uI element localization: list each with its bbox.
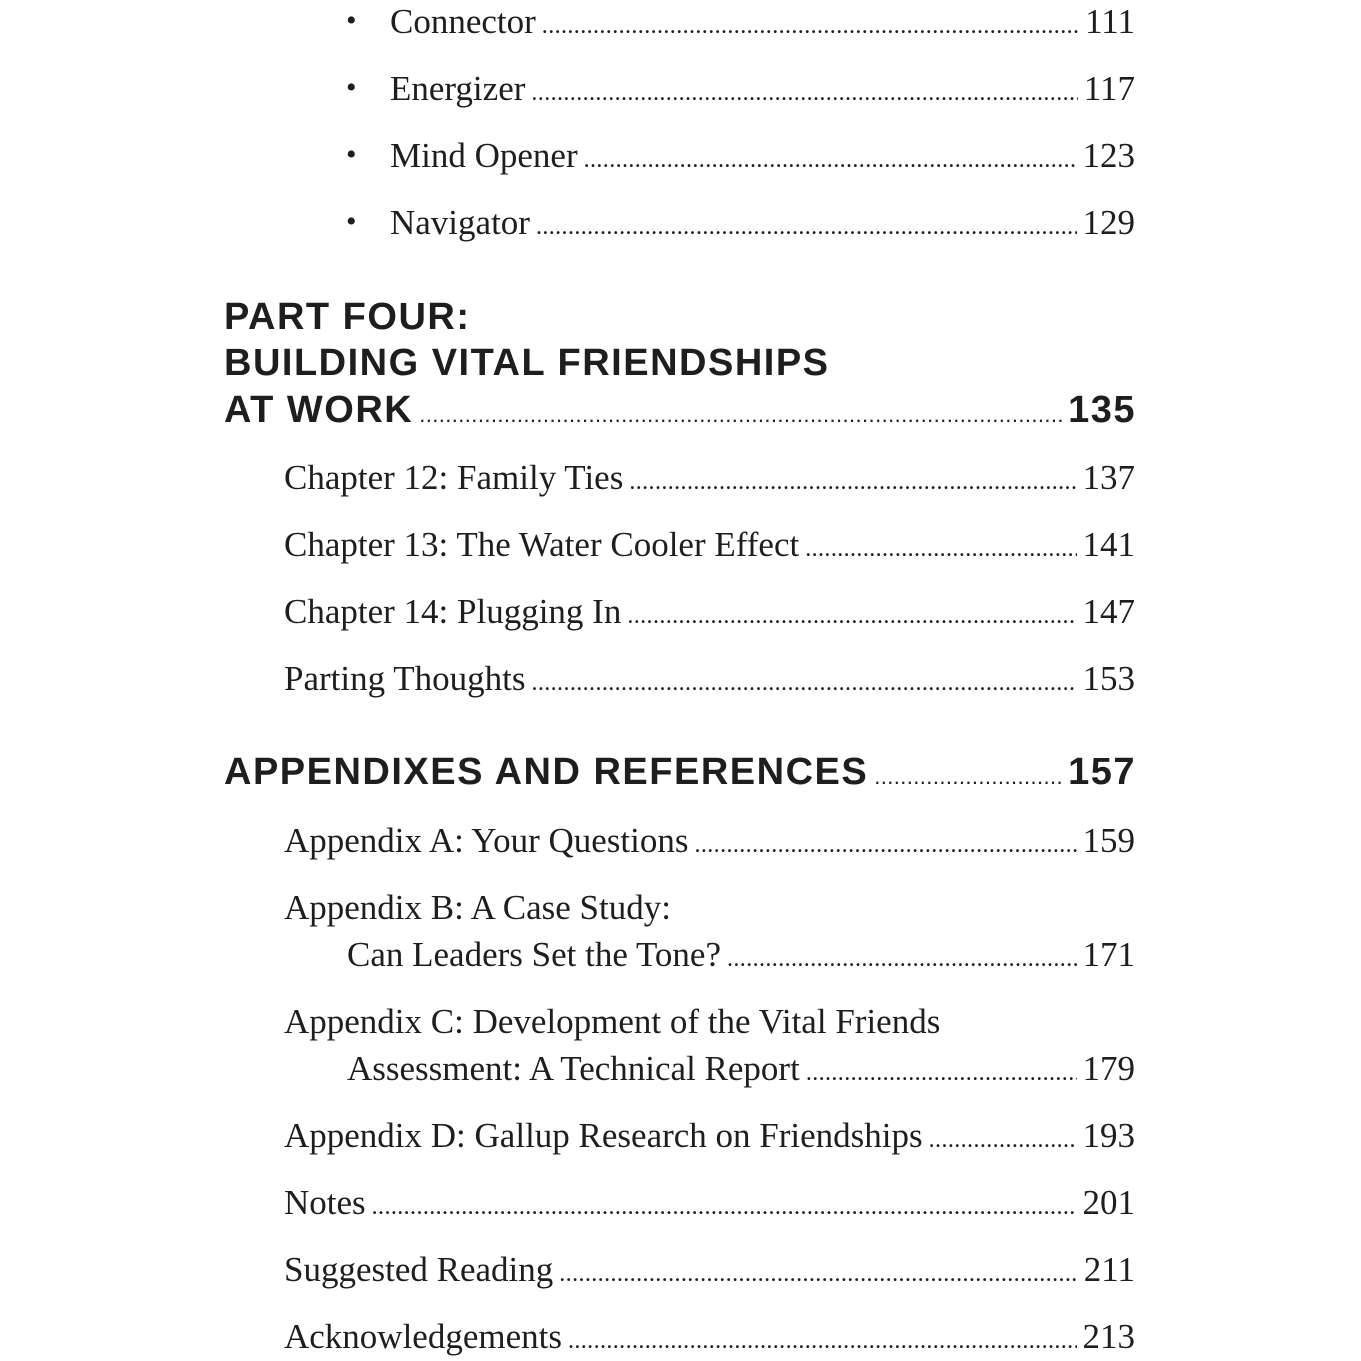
toc-entry-label: Assessment: A Technical Report [347, 1049, 800, 1088]
toc-entry-label: Energizer [390, 69, 526, 108]
dot-leader [584, 147, 1077, 174]
toc-entry-chapter-13[interactable] [284, 525, 1135, 565]
toc-entry-notes[interactable] [284, 1183, 1135, 1223]
toc-entry-appendix-a[interactable] [284, 821, 1135, 861]
part-heading-page: 135 [1068, 389, 1136, 431]
toc-entry-page: 153 [1082, 659, 1135, 698]
toc-entry-page: 179 [1082, 1049, 1135, 1088]
toc-entry-parting-thoughts[interactable] [284, 659, 1135, 699]
dot-leader [536, 214, 1077, 241]
toc-entry-chapter-14[interactable] [284, 592, 1135, 632]
part-four-heading[interactable] [224, 389, 1136, 432]
toc-entry-label: Chapter 14: Plugging In [284, 592, 622, 631]
toc-entry-page: 141 [1082, 525, 1135, 564]
part-four-heading-line1: PART FOUR: [224, 296, 471, 338]
dot-leader [372, 1194, 1077, 1221]
dot-leader [929, 1127, 1077, 1154]
toc-entry-page: 111 [1085, 2, 1135, 41]
toc-entry-label: Parting Thoughts [284, 659, 526, 698]
dot-leader [629, 469, 1076, 496]
toc-entry-label: Appendix A: Your Questions [284, 821, 689, 860]
dot-leader [727, 946, 1077, 973]
dot-leader [568, 1328, 1077, 1355]
toc-entry-page: 147 [1082, 592, 1135, 631]
bullet-marker: • [346, 71, 357, 104]
toc-entry-label: Chapter 12: Family Ties [284, 458, 624, 497]
dot-leader [806, 1060, 1077, 1087]
toc-entry-appendix-c-line1: Appendix C: Development of the Vital Friends [284, 1002, 941, 1041]
toc-entry-label: Navigator [390, 203, 530, 242]
dot-leader [627, 603, 1076, 630]
toc-entry-acknowledgements[interactable] [284, 1317, 1135, 1357]
appendixes-heading[interactable] [224, 751, 1136, 794]
dot-leader [805, 536, 1076, 563]
toc-entry-suggested-reading[interactable] [284, 1250, 1135, 1290]
toc-entry-page: 171 [1082, 935, 1135, 974]
toc-entry-page: 123 [1082, 136, 1135, 175]
dot-leader [542, 13, 1079, 40]
dot-leader [531, 670, 1076, 697]
part-four-heading-line2: BUILDING VITAL FRIENDSHIPS [224, 342, 830, 384]
bullet-marker: • [346, 138, 357, 171]
dot-leader [694, 832, 1076, 859]
toc-entry-appendix-d[interactable] [284, 1116, 1135, 1156]
part-heading-label: AT WORK [224, 389, 414, 431]
toc-entry-page: 213 [1082, 1317, 1135, 1356]
toc-entry-page: 201 [1082, 1183, 1135, 1222]
toc-entry-page: 137 [1082, 458, 1135, 497]
toc-entry-appendix-b-line1: Appendix B: A Case Study: [284, 888, 671, 927]
toc-entry-page: 193 [1082, 1116, 1135, 1155]
part-heading-page: 157 [1068, 751, 1136, 793]
toc-entry-appendix-c[interactable] [347, 1049, 1135, 1089]
toc-entry-chapter-12[interactable] [284, 458, 1135, 498]
toc-entry-mind-opener[interactable] [390, 136, 1135, 176]
toc-entry-energizer[interactable] [390, 69, 1135, 109]
toc-entry-label: Appendix D: Gallup Research on Friendships [284, 1116, 923, 1155]
toc-entry-appendix-b[interactable] [347, 935, 1135, 975]
toc-entry-label: Can Leaders Set the Tone? [347, 935, 721, 974]
toc-entry-label: Mind Opener [390, 136, 578, 175]
bullet-marker: • [346, 4, 357, 37]
toc-entry-page: 159 [1082, 821, 1135, 860]
dot-leader [559, 1261, 1078, 1288]
dot-leader [419, 402, 1062, 428]
toc-entry-label: Acknowledgements [284, 1317, 562, 1356]
toc-entry-page: 129 [1082, 203, 1135, 242]
toc-entry-label: Connector [390, 2, 536, 41]
toc-entry-label: Chapter 13: The Water Cooler Effect [284, 525, 800, 564]
part-heading-label: APPENDIXES AND REFERENCES [224, 751, 869, 793]
toc-entry-page: 211 [1083, 1250, 1135, 1289]
toc-entry-connector[interactable] [390, 2, 1135, 42]
bullet-marker: • [346, 205, 357, 238]
toc-entry-label: Notes [284, 1183, 366, 1222]
toc-entry-page: 117 [1083, 69, 1135, 108]
toc-entry-navigator[interactable] [390, 203, 1135, 243]
toc-entry-label: Suggested Reading [284, 1250, 554, 1289]
dot-leader [531, 80, 1077, 107]
dot-leader [874, 764, 1062, 790]
